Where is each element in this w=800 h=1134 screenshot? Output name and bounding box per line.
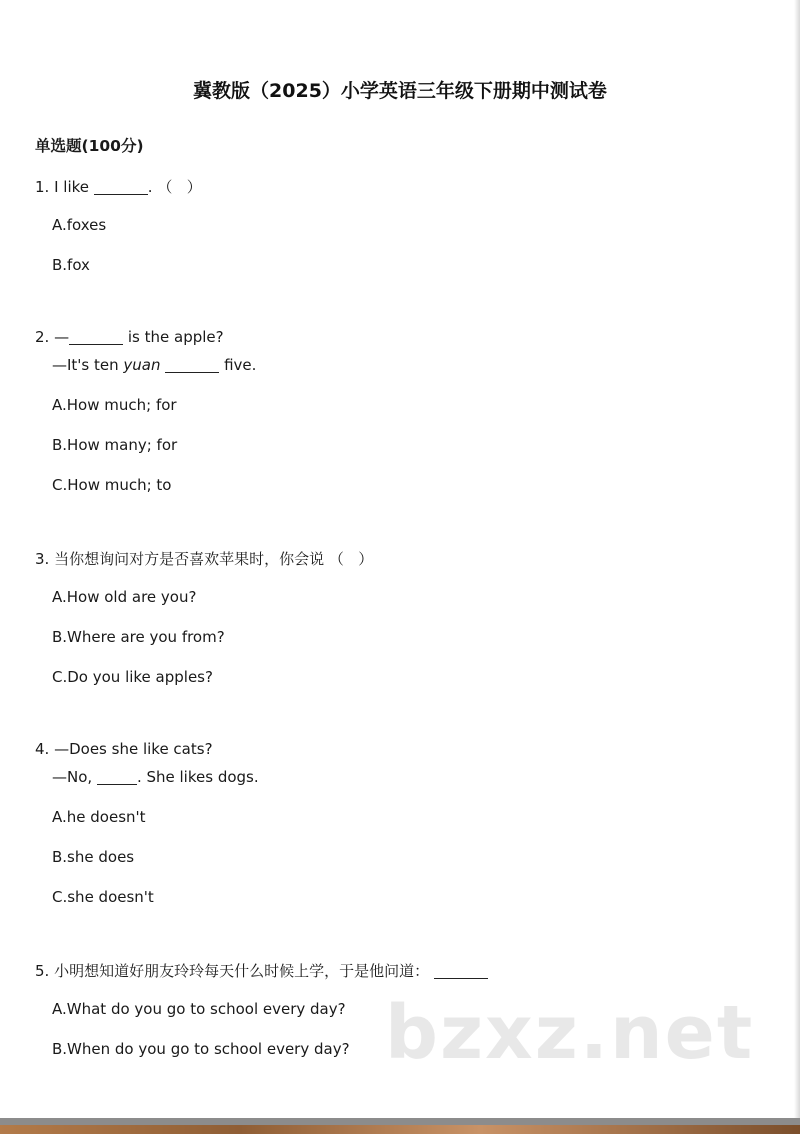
question-text: 小明想知道好朋友玲玲每天什么时候上学，于是他问道： [54, 962, 430, 980]
question-text: —It's ten [52, 356, 119, 374]
background-strip [0, 1125, 800, 1134]
question-4-line-1 [35, 740, 213, 758]
option-3a: A.How old are you? [52, 588, 197, 606]
italic-word: yuan [123, 356, 161, 374]
question-4-line-2 [52, 768, 259, 786]
option-1b: B.fox [52, 256, 90, 274]
page-right-edge [794, 0, 800, 1118]
answer-parenthesis: （ ） [157, 178, 202, 196]
option-4b: B.she does [52, 848, 135, 866]
answer-blank [434, 964, 488, 979]
question-number: 2. [35, 328, 50, 346]
answer-blank [97, 770, 137, 785]
question-number: 5. [35, 962, 50, 980]
question-1 [35, 176, 202, 197]
question-text: is the apple? [127, 328, 224, 346]
question-5 [35, 960, 488, 981]
question-number: 1. [35, 178, 50, 196]
watermark: bzxz.net [385, 990, 755, 1076]
question-text: —Does she like cats? [54, 740, 213, 758]
answer-blank [165, 358, 219, 373]
option-2a: A.How much; for [52, 396, 177, 414]
option-4a: A.he doesn't [52, 808, 146, 826]
question-2-line-1 [35, 328, 224, 346]
question-text-end: . She likes dogs. [136, 768, 259, 786]
option-5a: A.What do you go to school every day? [52, 1000, 346, 1018]
option-1a: A.foxes [52, 216, 107, 234]
option-4c: C.she doesn't [52, 888, 154, 906]
option-3b: B.Where are you from? [52, 628, 225, 646]
question-text: —No, [52, 768, 93, 786]
question-2-line-2 [52, 356, 256, 374]
question-text: 当你想询问对方是否喜欢苹果时，你会说 [54, 550, 325, 568]
question-number: 4. [35, 740, 50, 758]
question-text-end: five. [224, 356, 257, 374]
question-text: I like [54, 178, 90, 196]
question-number: 3. [35, 550, 50, 568]
question-text-end: . [147, 178, 153, 196]
option-2b: B.How many; for [52, 436, 178, 454]
section-heading: 单选题(100分) [35, 137, 144, 155]
dash: — [54, 328, 70, 346]
page-title: 冀教版（2025）小学英语三年级下册期中测试卷 [193, 80, 607, 102]
page-bottom-border [0, 1118, 800, 1125]
answer-blank [94, 180, 148, 195]
option-5b: B.When do you go to school every day? [52, 1040, 350, 1058]
option-2c: C.How much; to [52, 476, 172, 494]
answer-blank [69, 330, 123, 345]
answer-parenthesis: （ ） [328, 550, 374, 568]
option-3c: C.Do you like apples? [52, 668, 213, 686]
question-3 [35, 548, 374, 569]
